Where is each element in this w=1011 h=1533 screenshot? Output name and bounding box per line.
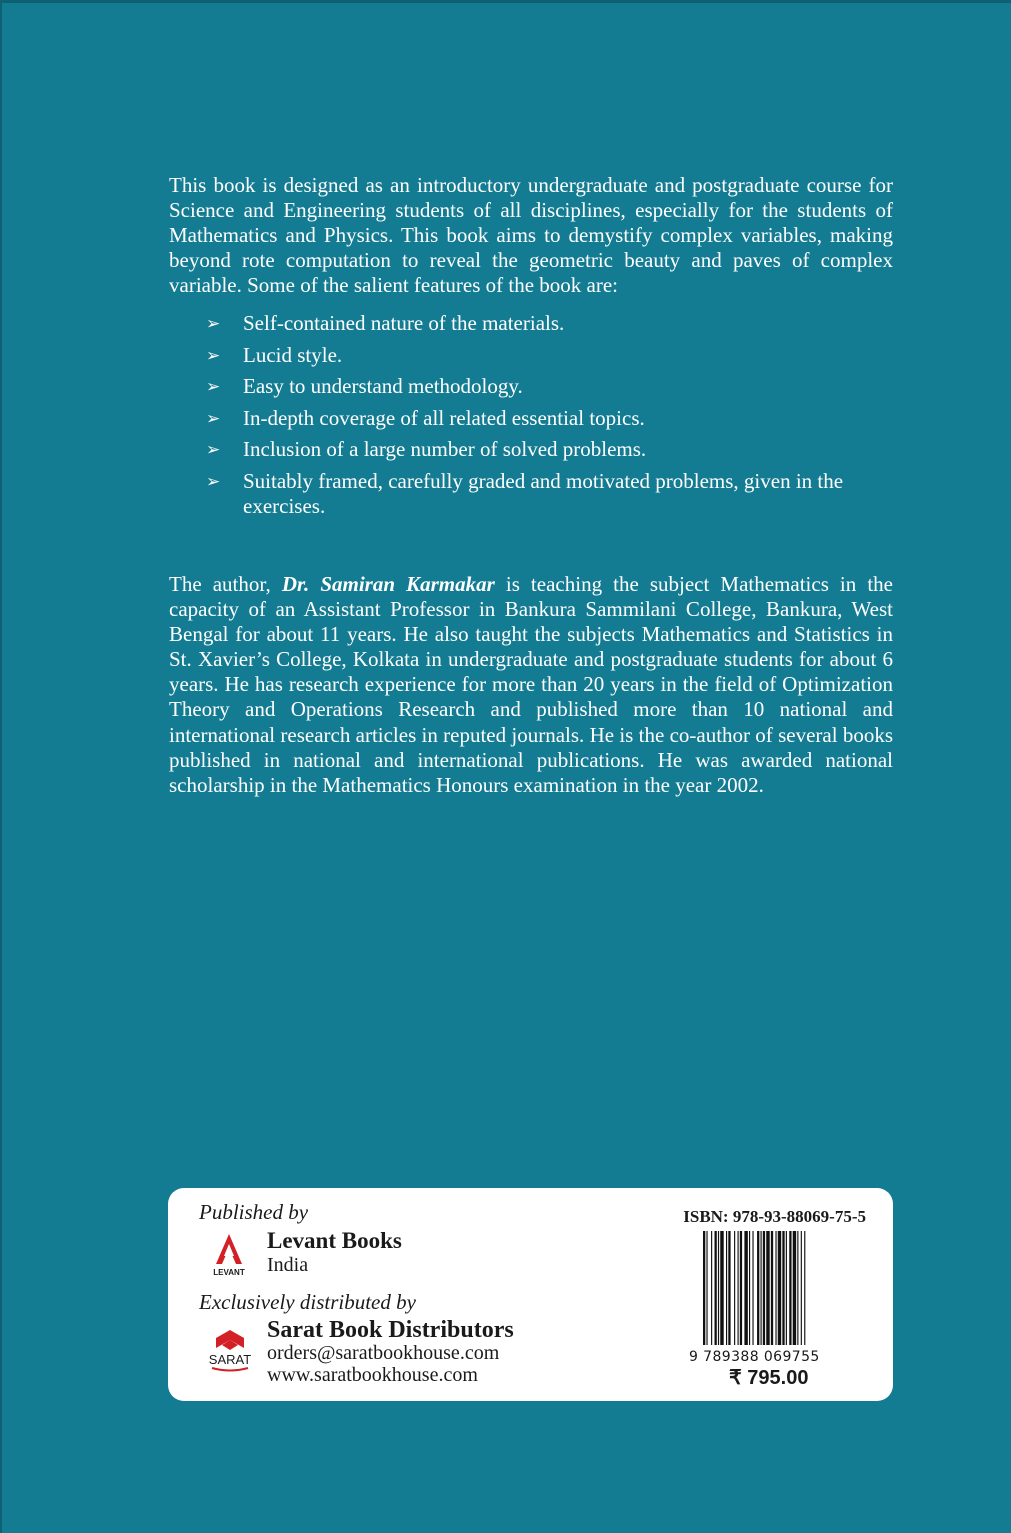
author-bio: is teaching the subject Mathematics in the capacity of an Assistant Professor in Bankura Sammilani College, Bankura, West Bengal for about 11 years. He also taught the subjects Mathematics and Statistics in St. Xavier’s College, Kolkata in undergraduate and postgraduate students for about 6 years. He has research experience for more than 20 years in the field of Optimization Theory and Operations Research and published more than 10 national and international research articles in reputed journals. He is the co-author of several books published in national and international publications. He was awarded national scholarship in the Mathematics Honours examination in the year 2002.	[169, 572, 893, 797]
levant-logo-icon	[211, 1232, 247, 1278]
feature-text: Suitably framed, carefully graded and motivated problems, given in the exercises.	[243, 468, 844, 518]
distributor-email: orders@saratbookhouse.com	[267, 1342, 500, 1364]
feature-item	[206, 469, 896, 519]
sarat-logo-icon	[204, 1326, 256, 1374]
publisher-country: India	[267, 1254, 309, 1276]
feature-item	[206, 437, 896, 462]
arrow-bullet-icon: ➢	[206, 471, 221, 492]
feature-text: Inclusion of a large number of solved problems.	[243, 437, 647, 461]
arrow-bullet-icon: ➢	[206, 377, 221, 397]
feature-list	[206, 311, 896, 525]
feature-item	[206, 343, 896, 368]
isbn-label: ISBN: 978-93-88069-75-5	[683, 1207, 866, 1226]
feature-text: Self-contained nature of the materials.	[243, 311, 565, 335]
price-label: ₹ 795.00	[729, 1367, 809, 1389]
distributor-website: www.saratbookhouse.com	[267, 1364, 478, 1386]
levant-logo-text: LEVANT	[213, 1268, 245, 1277]
arrow-bullet-icon: ➢	[206, 314, 221, 334]
feature-item	[206, 374, 896, 399]
sarat-logo-text: SARAT	[208, 1352, 252, 1367]
feature-text: Lucid style.	[243, 342, 343, 367]
arrow-bullet-icon: ➢	[206, 408, 221, 429]
published-by-label: Published by	[199, 1200, 309, 1224]
feature-text: In-depth coverage of all related essential topics.	[243, 405, 645, 430]
arrow-bullet-icon: ➢	[206, 440, 221, 460]
intro-paragraph: This book is designed as an introductory undergraduate and postgraduate course for Science and Engineering students of all disciplines, especially for the students of Mathematics and Physics. This book aims to demystify complex variables, making beyond rote computation to reveal the geometric beauty and paves of complex variable. Some of the salient features of the book are:	[169, 173, 893, 297]
publisher-panel	[168, 1188, 893, 1401]
feature-item	[206, 406, 896, 431]
feature-item	[206, 311, 896, 336]
barcode-icon	[703, 1231, 839, 1345]
author-paragraph	[169, 572, 893, 798]
author-name: Dr. Samiran Karmakar	[281, 572, 495, 596]
barcode-digits: 9 789388 069755	[689, 1349, 820, 1365]
publisher-name: Levant Books	[267, 1228, 402, 1253]
distributor-name: Sarat Book Distributors	[267, 1317, 514, 1343]
distributed-by-label: Exclusively distributed by	[199, 1290, 416, 1314]
author-prefix: The author,	[169, 572, 282, 596]
arrow-bullet-icon: ➢	[206, 345, 221, 366]
feature-text: Easy to understand methodology.	[243, 374, 523, 398]
